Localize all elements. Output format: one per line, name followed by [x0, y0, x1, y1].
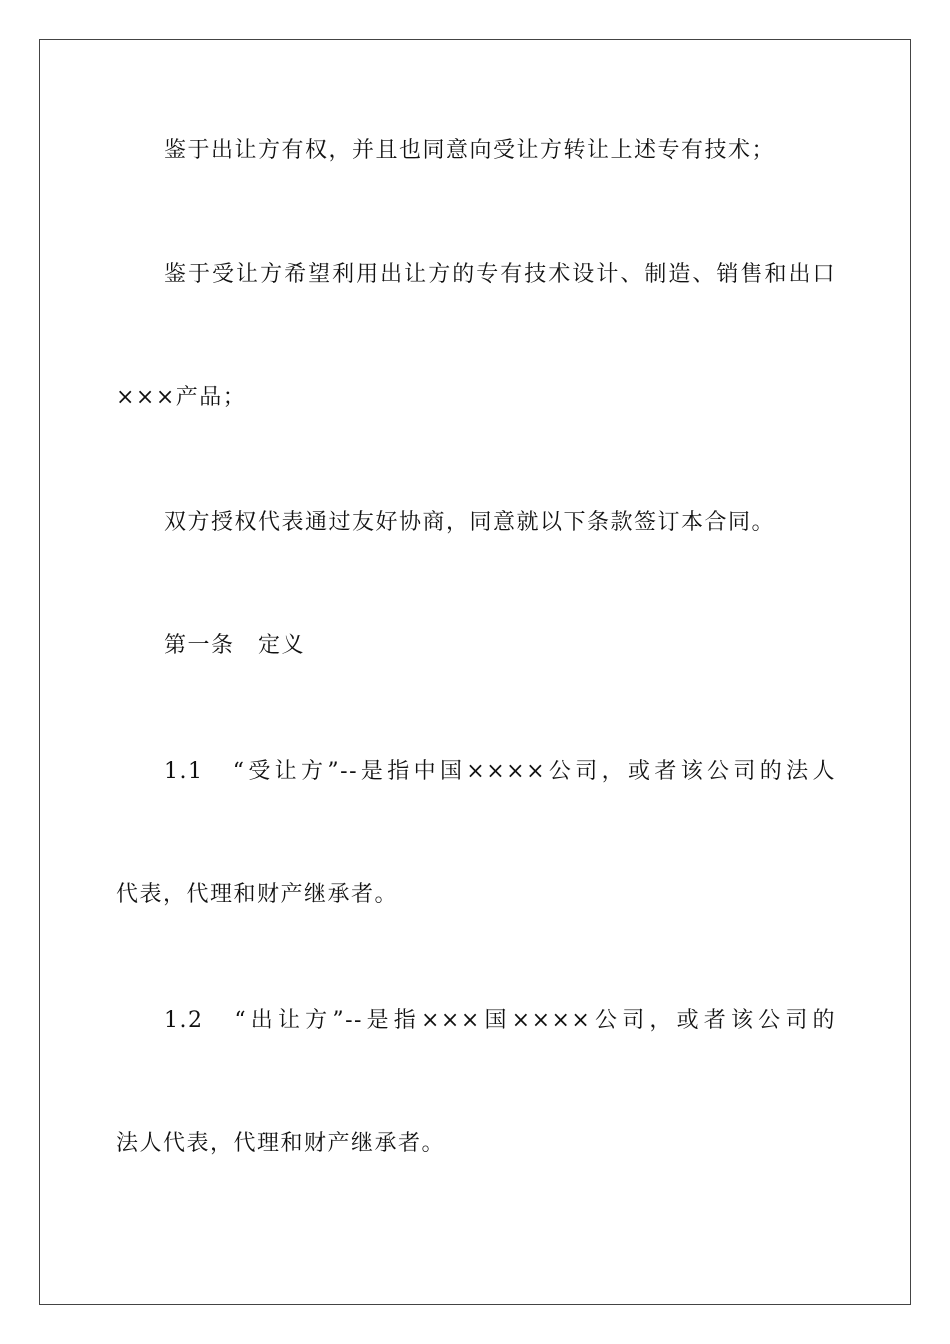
page-border — [39, 39, 911, 1305]
clause-1-2-line-1: 1.2 “出让方”--是指×××国××××公司，或者该公司的 — [164, 1008, 836, 1033]
paragraph-line-4: 双方授权代表通过友好协商，同意就以下条款签订本合同。 — [164, 510, 776, 535]
paragraph-line-3: ×××产品； — [116, 385, 247, 410]
clause-1-2-line-2: 法人代表，代理和财产继承者。 — [116, 1131, 446, 1156]
section-heading: 第一条 定义 — [164, 633, 306, 658]
clause-1-1-line-1: 1.1 “受让方”--是指中国××××公司，或者该公司的法人 — [164, 759, 836, 784]
clause-1-1-line-2: 代表，代理和财产继承者。 — [116, 882, 399, 907]
paragraph-line-2: 鉴于受让方希望利用出让方的专有技术设计、制造、销售和出口 — [164, 262, 836, 287]
paragraph-line-1: 鉴于出让方有权，并且也同意向受让方转让上述专有技术； — [164, 138, 776, 163]
